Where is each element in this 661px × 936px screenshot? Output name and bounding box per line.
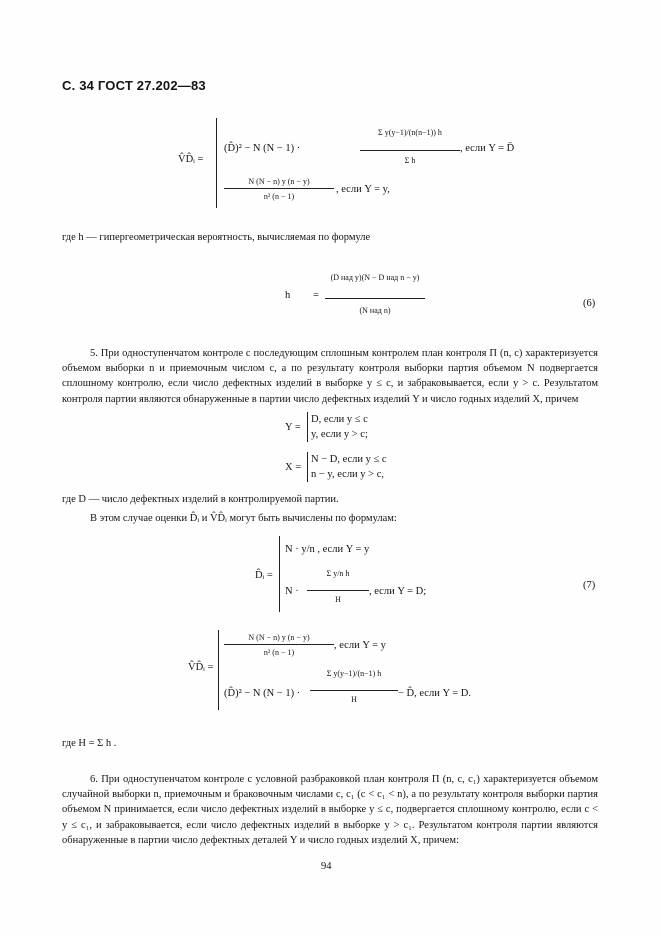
formula-7-lhs: D̂ᵢ = [255,570,273,581]
formula-x [285,452,425,484]
vd-top-case1-den: Σ h [404,156,416,165]
formula-x-case1: N − D, если y ≤ c [311,454,387,465]
formula-y-case1: D, если y ≤ c [311,414,368,425]
vd-formula-bottom [188,630,488,712]
vd-top-brace [216,118,223,208]
formula-y-case2: y, если y > c; [311,429,368,440]
vd-top-case1-num: Σ y(y−1)/(n(n−1)) h [360,122,460,151]
formula-6 [285,268,425,328]
vd-bottom-case2-left: (D̂)² − N (N − 1) · [224,688,301,699]
page-header: С. 34 ГОСТ 27.202—83 [62,78,206,93]
formula-6-equals: = [313,290,319,301]
formula-7-case2-den: H [335,595,341,604]
formula-7-case2-left: N · [285,586,299,597]
vd-top-case1-fraction [360,122,460,167]
where-H-text: где H = Σ h . [62,738,117,749]
vd-top-lhs: V̂D̂ᵢ = [178,154,204,165]
page-number: 94 [321,861,332,872]
formula-y-brace [307,412,308,442]
formula-7-case2-num: Σ y/n h [307,564,369,591]
vd-bottom-case2-fraction [310,664,398,706]
vd-bottom-case2-cond: − D̂, если Y = D. [398,688,472,699]
paragraph-5-text: 5. При одноступенчатом контроле с последующим сплошным контролем план контроля П (n, c) характеризуется объемом выборки n и приемочным числом c, а по результату контроля выборки партия объемом N подвергается сплошному контролю, если число дефектных изделий в выборке y ≤ c, и забраковывается, если y > c. Результатом контроля партии являются обнаруженные в партии число дефектных изделий Y и число годных изделий X, причем [62,348,598,405]
vd-top-case1-left: (D̂)² − N (N − 1) · [224,143,301,154]
formula-6-fraction [325,268,425,317]
estimates-text: В этом случае оценки D̂ᵢ и V̂D̂ᵢ могут быть вычислены по формулам: [90,513,397,524]
vd-top-case2-num: N (N − n) y (n − y) [224,176,334,189]
formula-x-lhs: X = [285,462,302,473]
vd-bottom-brace [218,630,219,710]
vd-top-case2-den: n² (n − 1) [263,192,295,201]
formula-6-num: (D над y)(N − D над n − y) [325,268,425,299]
vd-top-case1 [224,122,514,170]
vd-top-case2-cond: , если Y = y, [336,184,390,195]
vd-bottom-case1-cond: , если Y = y [334,640,386,651]
formula-7-case2-fraction [307,564,369,606]
vd-bottom-case1-fraction [224,632,334,659]
paragraph-5 [62,346,598,407]
formula-6-lhs: h [285,290,291,301]
formula-y-lhs: Y = [285,422,301,433]
vd-top-case1-cond: , если Y = D̄ [460,143,515,154]
vd-bottom-case1-num: N (N − n) y (n − y) [224,632,334,645]
formula-x-brace [307,452,308,482]
paragraph-6 [62,772,598,848]
where-d-text: где D — число дефектных изделий в контролируемой партии. [62,494,339,505]
vd-bottom-case1-den: n² (n − 1) [263,648,295,657]
where-h-text: где h — гипергеометрическая вероятность, вычисляемая по формуле [62,232,371,243]
vd-bottom-case2-num: Σ y(y−1)/(n−1) h [310,664,398,691]
formula-7-brace [279,536,280,612]
formula-7-case1: N · y/n , если Y = y [285,544,370,555]
paragraph-6-text: 6. При одноступенчатом контроле с условной разбраковкой план контроля П (n, c, c₁) характеризуется объемом случайной выборки n, приемочным и браковочным числами c, c₁ (c < c₁ < n), а по результату контроля выборки партия объемом N принимается, если число дефектных изделий в выборке y ≤ c, подвергается сплошному контролю, если c < y ≤ c₁, и забраковывается, если число дефектных изделий в выборке y > c₁. Результатом контроля партии являются обнаруженные в партии число дефектных деталей Y и число годных изделий X, причем: [62,774,598,846]
vd-top-case2-fraction [224,176,334,203]
vd-bottom-case2-den: H [351,695,357,704]
vd-top-case2 [224,176,424,206]
eqno-6: (6) [583,298,596,309]
formula-7-case2-cond: , если Y = D; [369,586,427,597]
formula-x-case2: n − y, если y > c, [311,469,385,480]
formula-6-den: (N над n) [359,306,391,315]
vd-bottom-lhs: V̂D̂ᵢ = [188,662,214,673]
formula-7 [255,536,465,614]
vd-formula-top [178,118,515,210]
formula-y [285,412,405,444]
eqno-7: (7) [583,580,596,591]
